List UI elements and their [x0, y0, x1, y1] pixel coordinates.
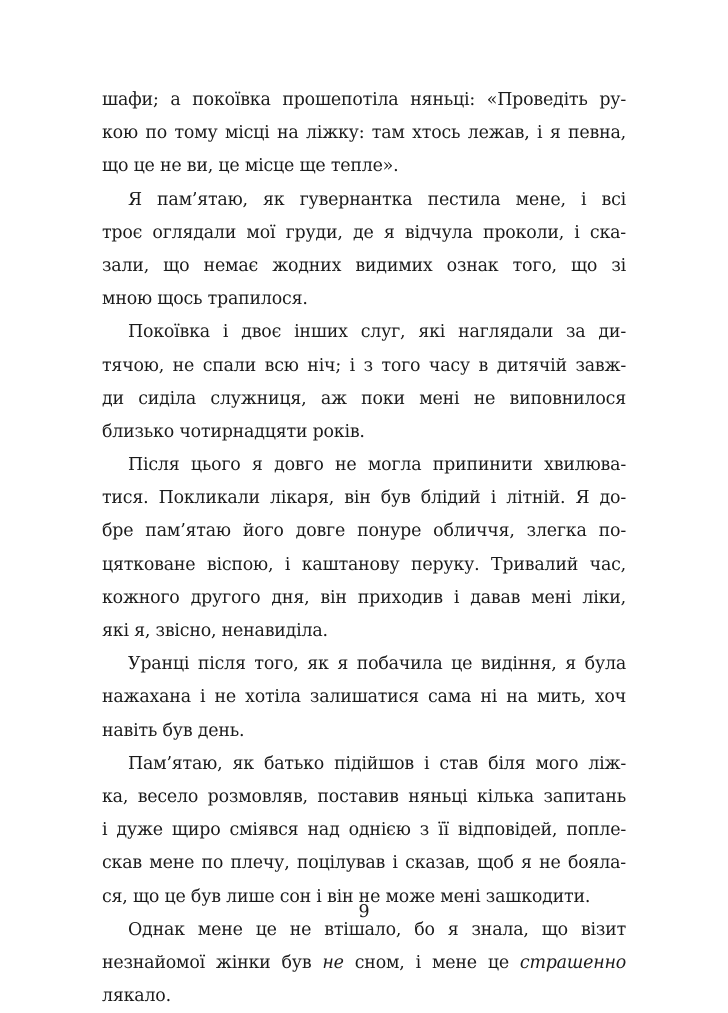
text-segment: близько чотирнадцяти років. — [102, 421, 365, 442]
text-line — [102, 615, 626, 648]
text-segment: лякало. — [102, 986, 171, 1007]
text-segment: бре пам’ятаю його довге понуре обличчя, злегка по- — [102, 521, 626, 542]
text-segment: сном, і мене це — [343, 952, 520, 973]
text-segment: тися. Покликали лікаря, він був блідий і літній. Я до- — [102, 488, 626, 509]
text-segment: незнайомої жінки був — [102, 952, 323, 973]
text-line — [102, 748, 626, 781]
text-segment: кою по тому місці на ліжку: там хтось лежав, і я певна, — [102, 123, 626, 144]
text-segment: Пам’ятаю, як батько підійшов і став біля мого ліж- — [128, 753, 626, 774]
text-line — [102, 648, 626, 681]
text-segment: Однак мене це не втішало, бо я знала, що візит — [128, 919, 626, 940]
text-line — [102, 117, 626, 150]
text-line — [102, 250, 626, 283]
text-line — [102, 980, 626, 1013]
text-line — [102, 947, 626, 980]
text-line — [102, 217, 626, 250]
text-line — [102, 582, 626, 615]
text-segment: Після цього я довго не могла припинити хвилюва- — [128, 455, 626, 476]
text-segment: шафи; а покоївка прошепотіла няньці: «Проведіть ру- — [102, 90, 626, 110]
text-segment: троє оглядали мої груди, де я відчула проколи, і ска- — [102, 222, 626, 243]
text-segment: мною щось трапилося. — [102, 289, 308, 310]
text-line — [102, 283, 626, 316]
page-number: 9 — [358, 902, 370, 922]
text-segment: які я, звісно, ненавиділа. — [102, 621, 328, 641]
text-segment: що це не ви, це місце ще тепле». — [102, 156, 399, 177]
text-segment: цятковане віспою, і каштанову перуку. Тривалий час, — [102, 554, 626, 575]
text-segment: Покоївка і двоє інших слуг, які наглядали за ди- — [128, 322, 626, 343]
text-line — [102, 316, 626, 349]
text-line — [102, 416, 626, 449]
text-segment: ся, що це був лише сон і він не може мені зашкодити. — [102, 886, 591, 907]
text-segment: кожного другого дня, він приходив і давав мені ліки, — [102, 587, 626, 608]
text-segment: тячою, не спали всю ніч; і з того часу в дитячій завж- — [102, 355, 626, 376]
text-line — [102, 449, 626, 482]
text-line — [102, 184, 626, 217]
italic-text: страшенно — [519, 952, 626, 973]
text-line — [102, 515, 626, 548]
text-line — [102, 681, 626, 714]
italic-text: не — [322, 952, 344, 973]
text-line — [102, 350, 626, 383]
text-line — [102, 383, 626, 416]
text-segment: зали, що немає жодних видимих ознак того, що зі — [102, 255, 626, 276]
body-text — [102, 84, 626, 1013]
text-line — [102, 814, 626, 847]
text-segment: і дуже щиро сміявся над однією з її відповідей, попле- — [102, 820, 626, 841]
text-segment: Уранці після того, як я побачила це видіння, я була — [128, 654, 626, 675]
text-line — [102, 781, 626, 814]
text-line — [102, 715, 626, 748]
text-line — [102, 84, 626, 117]
text-line — [102, 150, 626, 183]
text-line — [102, 549, 626, 582]
text-segment: навіть був день. — [102, 720, 245, 741]
text-segment: Я пам’ятаю, як гувернантка пестила мене, і всі — [128, 189, 626, 210]
text-line — [102, 847, 626, 880]
text-segment: ди сиділа служниця, аж поки мені не виповнилося — [102, 388, 626, 409]
text-segment: ка, весело розмовляв, поставив няньці кілька запитань — [102, 786, 626, 807]
text-segment: скав мене по плечу, поцілував і сказав, щоб я не бояла- — [102, 853, 626, 874]
text-segment: нажахана і не хотіла залишатися сама ні на мить, хоч — [102, 687, 626, 708]
text-line — [102, 482, 626, 515]
